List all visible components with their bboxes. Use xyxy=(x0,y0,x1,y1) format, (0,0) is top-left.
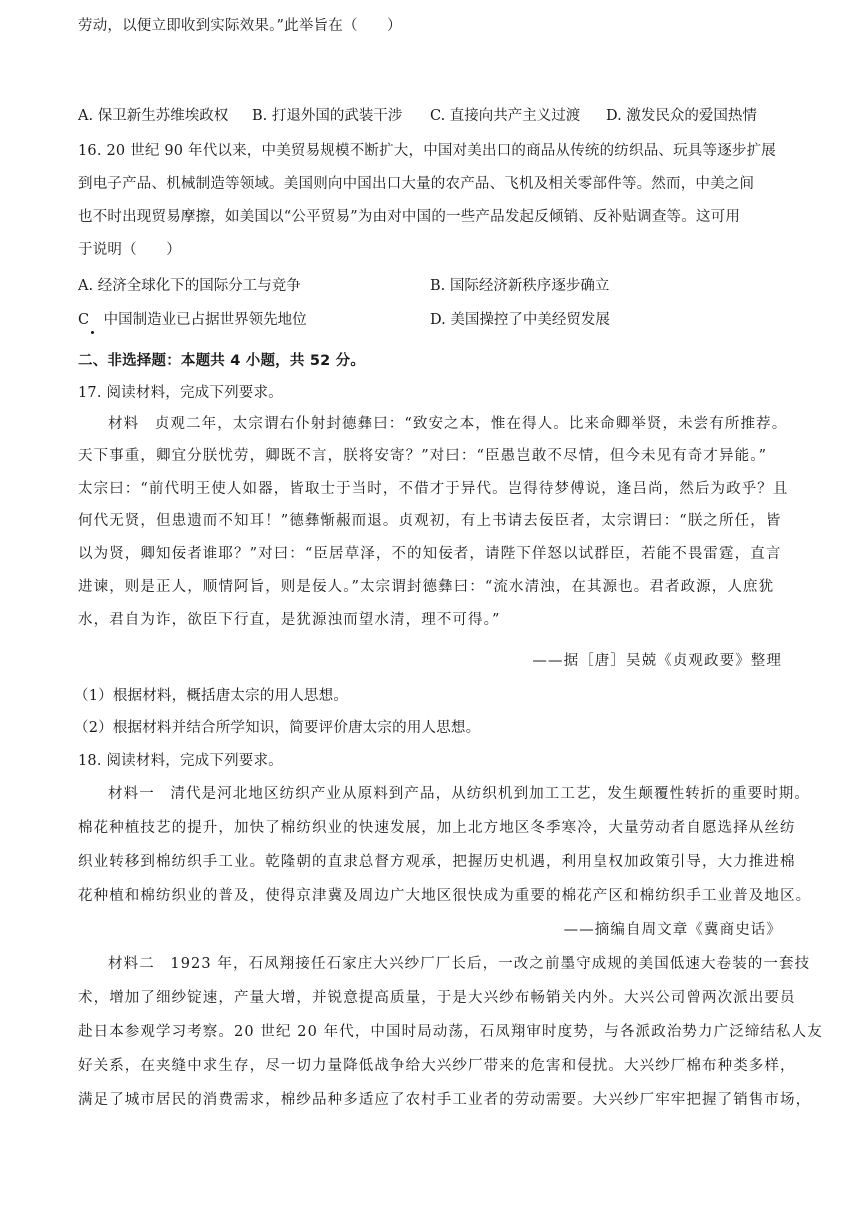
q17-material-line: 何代无贤，但患遗而不知耳！”德彝惭赧而退。贞观初，有上书请去佞臣者，太宗谓曰：“朕之所任，皆 xyxy=(78,513,782,529)
q18-material1-line: 材料一 清代是河北地区纺织产业从原料到产品，从纺织机到加工工艺，发生颠覆性转折的重要时期。 xyxy=(108,786,810,802)
q15-option-d: D. 激发民众的爱国热情 xyxy=(606,108,757,124)
q16-option-b: B. 国际经济新秩序逐步确立 xyxy=(430,278,610,294)
q16-option-c: C 中国制造业已占据世界领先地位 xyxy=(78,312,307,328)
q18-material2-line: 术，增加了细纱锭速，产量大增，并锐意提高质量，于是大兴纱布畅销关内外。大兴公司曾两次派出要员 xyxy=(78,990,796,1006)
q16-line: 16. 20 世纪 90 年代以来，中美贸易规模不断扩大，中国对美出口的商品从传统的纺织品、玩具等逐步扩展 xyxy=(78,143,776,159)
q18-material1-line: 花种植和棉纺织业的普及，使得京津冀及周边广大地区很快成为重要的棉花产区和棉纺织手工业普及地区。 xyxy=(78,888,812,904)
q16-option-a: A. 经济全球化下的国际分工与竞争 xyxy=(78,278,301,294)
q17-material-line: 天下事重，卿宜分朕忧劳，卿既不言，朕将安寄？”对曰：“臣愚岂敢不尽情，但今未见有奇才异能。” xyxy=(78,448,768,464)
q17-material-line: 材料 贞观二年，太宗谓右仆射封德彝曰：“致安之本，惟在得人。比来命卿举贤，未尝有所推荐。 xyxy=(108,416,788,432)
q18-stem: 18. 阅读材料，完成下列要求。 xyxy=(78,753,283,769)
q18-material2-line: 材料二 1923 年，石凤翔接任石家庄大兴纱厂厂长后，一改之前墨守成规的美国低速大卷装的一套技 xyxy=(108,956,811,972)
q17-stem: 17. 阅读材料，完成下列要求。 xyxy=(78,385,283,401)
option-c-dot xyxy=(91,331,94,334)
q18-material1-line: 织业转移到棉纺织手工业。乾隆朝的直隶总督方观承，把握历史机遇，利用皇权加政策引导，大力推进棉 xyxy=(78,854,796,870)
q15-option-a: A. 保卫新生苏维埃政权 xyxy=(78,108,229,124)
q17-source: ——据［唐］吴兢《贞观政要》整理 xyxy=(532,653,782,669)
q18-material2-line: 满足了城市居民的消费需求，棉纱品种多适应了农村手工业者的劳动需要。大兴纱厂牢牢把握了销售市场， xyxy=(78,1092,812,1108)
q17-material-line: 以为贤，卿知佞者谁耶？”对曰：“臣居草泽，不的知佞者，请陛下佯怒以试群臣，若能不畏雷霆，直言 xyxy=(78,546,782,562)
q18-material2-line: 好关系，在夹缝中求生存，尽一切力量降低战争给大兴纱厂带来的危害和侵扰。大兴纱厂棉布种类多样， xyxy=(78,1058,796,1074)
q15-option-b: B. 打退外国的武装干涉 xyxy=(252,108,403,124)
q16-option-d: D. 美国操控了中美经贸发展 xyxy=(430,312,610,328)
q16-line: 也不时出现贸易摩擦，如美国以“公平贸易”为由对中国的一些产品发起反倾销、反补贴调查等。这可用 xyxy=(78,209,741,225)
q17-material-line: 水，君自为诈，欲臣下行直，是犹源浊而望水清，理不可得。” xyxy=(78,612,501,628)
q17-question-1: （1）根据材料，概括唐太宗的用人思想。 xyxy=(74,688,349,704)
q18-source1: ——摘编自周文章《冀商史话》 xyxy=(563,922,782,938)
q17-material-line: 进谏，则是正人，顺情阿旨，则是佞人。”太宗谓封德彝曰：“流水清浊，在其源也。君者政源，人庶犹 xyxy=(78,579,775,595)
q16-line: 到电子产品、机械制造等领域。美国则向中国出口大量的农产品、飞机及相关零部件等。然而，中美之间 xyxy=(78,176,755,192)
q15-option-c: C. 直接向共产主义过渡 xyxy=(430,108,581,124)
q18-material1-line: 棉花种植技艺的提升，加快了棉纺织业的快速发展，加上北方地区冬季寒冷，大量劳动者自愿选择从丝纺 xyxy=(78,820,796,836)
q16-line: 于说明（ ） xyxy=(78,242,181,258)
q17-material-line: 太宗曰：“前代明王使人如器，皆取士于当时，不借才于异代。岂得待梦傅说，逢吕尚，然后为政乎？且 xyxy=(78,481,789,497)
q17-question-2: （2）根据材料并结合所学知识，简要评价唐太宗的用人思想。 xyxy=(74,720,481,736)
q15-tail: 劳动，以便立即收到实际效果。”此举旨在（ ） xyxy=(78,18,402,34)
q18-material2-line: 赴日本参观学习考察。20 世纪 20 年代，中国时局动荡，石凤翔审时度势，与各派政治势力广泛缔结私人友 xyxy=(78,1024,823,1040)
section-heading: 二、非选择题：本题共 4 小题，共 52 分。 xyxy=(78,353,366,369)
